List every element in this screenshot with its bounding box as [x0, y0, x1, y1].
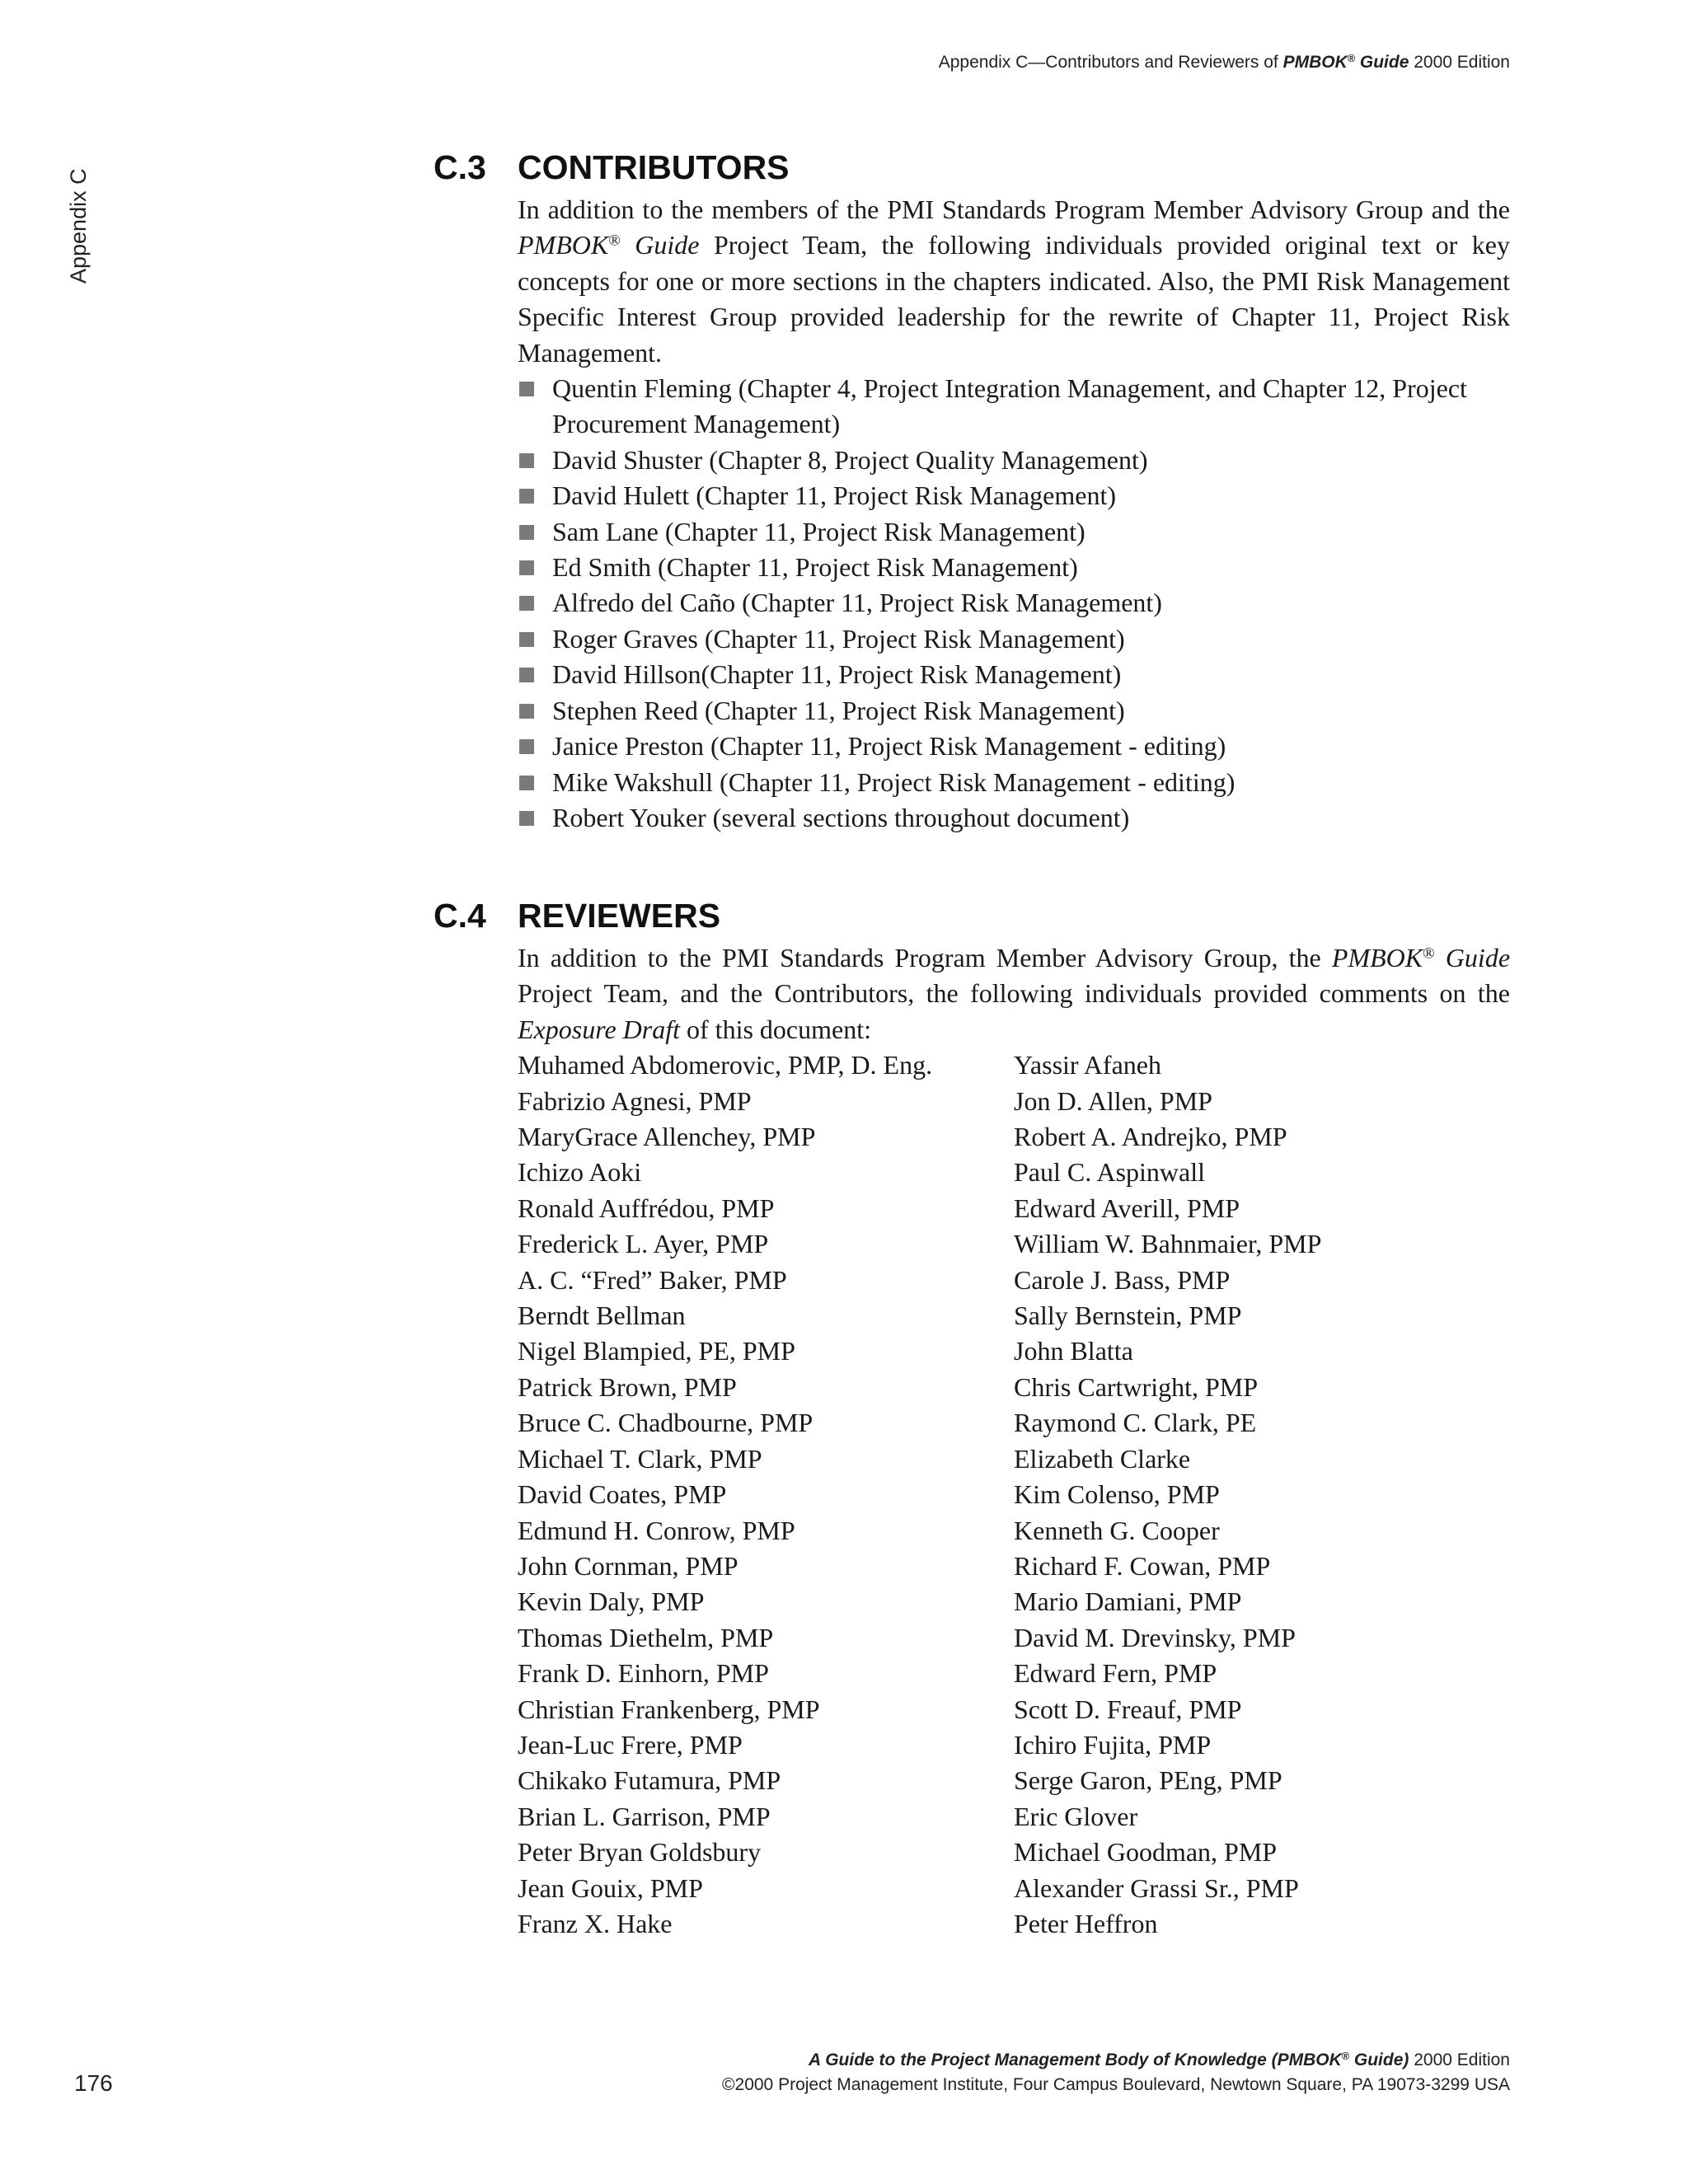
contributor-item: Roger Graves (Chapter 11, Project Risk Management) — [518, 621, 1510, 657]
reviewer-name: Scott D. Freauf, PMP — [1014, 1694, 1242, 1724]
reviewer-name: Peter Heffron — [1014, 1908, 1158, 1938]
contributor-item: Alfredo del Caño (Chapter 11, Project Risk Management) — [518, 585, 1510, 621]
running-header-reg: ® — [1347, 53, 1356, 65]
reviewer-name: Berndt Bellman — [518, 1301, 686, 1331]
contributor-item: Stephen Reed (Chapter 11, Project Risk Management) — [518, 693, 1510, 729]
reviewer-name: Ichiro Fujita, PMP — [1014, 1729, 1212, 1760]
contributors-section — [434, 148, 1510, 836]
reviewer-name: Carole J. Bass, PMP — [1014, 1264, 1231, 1295]
reviewers-column-left — [518, 1047, 1014, 1942]
reviewer-name: Ronald Auffrédou, PMP — [518, 1193, 775, 1223]
reviewer-name: Bruce C. Chadbourne, PMP — [518, 1408, 814, 1438]
reviewer-name: Frank D. Einhorn, PMP — [518, 1658, 769, 1689]
reviewers-intro: In addition to the PMI Standards Program Member Advisory Group, the PMBOK® Guide Project Team, and the Contributors, the following individuals provided comments on the Exposure Draft of this document: — [518, 943, 1511, 1044]
reviewer-name: Alexander Grassi Sr., PMP — [1014, 1872, 1299, 1903]
running-header — [939, 53, 1510, 73]
page-footer — [722, 2048, 1510, 2097]
contributors-list — [518, 371, 1510, 836]
reviewer-name: Michael Goodman, PMP — [1014, 1837, 1278, 1868]
reviewer-name: John Blatta — [1014, 1336, 1133, 1366]
reviewer-name: Fabrizio Agnesi, PMP — [518, 1085, 752, 1116]
reviewer-name: Muhamed Abdomerovic, PMP, D. Eng. — [518, 1050, 933, 1080]
contributor-item: David Shuster (Chapter 8, Project Quality Management) — [518, 443, 1510, 478]
reviewer-name: Yassir Afaneh — [1014, 1050, 1161, 1080]
reviewers-heading — [434, 897, 1510, 935]
reviewer-name: David Coates, PMP — [518, 1479, 727, 1510]
reviewer-name: Elizabeth Clarke — [1014, 1443, 1191, 1474]
reviewer-name: Edward Fern, PMP — [1014, 1658, 1217, 1689]
running-header-suffix: 2000 Edition — [1409, 53, 1510, 72]
reviewer-name: John Cornman, PMP — [518, 1550, 738, 1581]
reviewer-name: Franz X. Hake — [518, 1908, 673, 1938]
reviewer-name: Serge Garon, PEng, PMP — [1014, 1765, 1282, 1796]
page-number: 176 — [74, 2070, 113, 2096]
reviewer-name: Jon D. Allen, PMP — [1014, 1085, 1212, 1116]
running-header-title: PMBOK — [1282, 53, 1348, 72]
contributor-item: David Hillson(Chapter 11, Project Risk Management) — [518, 657, 1510, 692]
contributor-item: Mike Wakshull (Chapter 11, Project Risk Management - editing) — [518, 765, 1510, 800]
reviewer-name: Paul C. Aspinwall — [1014, 1157, 1206, 1188]
reviewer-name: David M. Drevinsky, PMP — [1014, 1622, 1296, 1652]
reviewer-name: Kevin Daly, PMP — [518, 1586, 705, 1617]
footer-title: A Guide to the Project Management Body of Knowledge (PMBOK® Guide) 2000 Edition — [809, 2050, 1510, 2069]
reviewer-name: Nigel Blampied, PE, PMP — [518, 1336, 795, 1366]
contributor-item: Janice Preston (Chapter 11, Project Risk Management - editing) — [518, 729, 1510, 764]
reviewer-name: Thomas Diethelm, PMP — [518, 1622, 774, 1652]
section-number: C.3 — [434, 148, 486, 186]
contributors-intro: In addition to the members of the PMI Standards Program Member Advisory Group and the PMBOK® Guide Project Team, the following individuals provided original text or key concepts for one or more sections in the chapters indicated. Also, the PMI Risk Management Specific Interest Group provided leadership for the rewrite of Chapter 11, Project Risk Management. — [518, 194, 1511, 368]
reviewer-name: Jean Gouix, PMP — [518, 1872, 703, 1903]
contributors-heading — [434, 148, 1510, 187]
reviewer-name: Chris Cartwright, PMP — [1014, 1371, 1259, 1402]
section-title: REVIEWERS — [518, 897, 721, 935]
footer-copyright: ©2000 Project Management Institute, Four Campus Boulevard, Newtown Square, PA 19073-3299 USA — [722, 2075, 1510, 2094]
contributor-item: Robert Youker (several sections throughout document) — [518, 800, 1510, 836]
section-number: C.4 — [434, 897, 486, 935]
reviewer-name: Jean-Luc Frere, PMP — [518, 1729, 743, 1760]
contributor-item: Quentin Fleming (Chapter 4, Project Integration Management, and Chapter 12, Project Procurement Management) — [518, 371, 1510, 443]
reviewers-column-right — [1014, 1047, 1510, 1942]
reviewer-name: Michael T. Clark, PMP — [518, 1443, 762, 1474]
reviewer-name: Eric Glover — [1014, 1801, 1138, 1831]
reviewer-name: Ichizo Aoki — [518, 1157, 642, 1188]
reviewer-name: Patrick Brown, PMP — [518, 1371, 737, 1402]
reviewer-name: Brian L. Garrison, PMP — [518, 1801, 771, 1831]
contributor-item: Sam Lane (Chapter 11, Project Risk Management) — [518, 514, 1510, 550]
reviewer-name: MaryGrace Allenchey, PMP — [518, 1122, 816, 1152]
section-title: CONTRIBUTORS — [518, 148, 790, 186]
contributor-item: David Hulett (Chapter 11, Project Risk Management) — [518, 478, 1510, 513]
reviewer-name: Richard F. Cowan, PMP — [1014, 1550, 1271, 1581]
reviewer-name: Mario Damiani, PMP — [1014, 1586, 1242, 1617]
side-tab-label: Appendix C — [66, 168, 91, 284]
reviewer-name: Kim Colenso, PMP — [1014, 1479, 1220, 1510]
running-header-prefix: Appendix C—Contributors and Reviewers of — [938, 53, 1283, 72]
reviewer-name: Kenneth G. Cooper — [1014, 1515, 1220, 1545]
reviewer-name: William W. Bahnmaier, PMP — [1014, 1229, 1322, 1259]
reviewer-name: Frederick L. Ayer, PMP — [518, 1229, 769, 1259]
reviewer-name: Sally Bernstein, PMP — [1014, 1301, 1242, 1331]
reviewer-name: Peter Bryan Goldsbury — [518, 1837, 762, 1868]
running-header-title-2: Guide — [1355, 53, 1409, 72]
reviewers-columns — [518, 1047, 1510, 1942]
reviewers-section — [434, 897, 1510, 1942]
reviewer-name: Raymond C. Clark, PE — [1014, 1408, 1257, 1438]
reviewer-name: Edmund H. Conrow, PMP — [518, 1515, 795, 1545]
reviewer-name: A. C. “Fred” Baker, PMP — [518, 1264, 787, 1295]
reviewer-name: Christian Frankenberg, PMP — [518, 1694, 820, 1724]
reviewer-name: Edward Averill, PMP — [1014, 1193, 1240, 1223]
reviewer-name: Robert A. Andrejko, PMP — [1014, 1122, 1287, 1152]
reviewer-name: Chikako Futamura, PMP — [518, 1765, 781, 1796]
contributor-item: Ed Smith (Chapter 11, Project Risk Management) — [518, 550, 1510, 585]
